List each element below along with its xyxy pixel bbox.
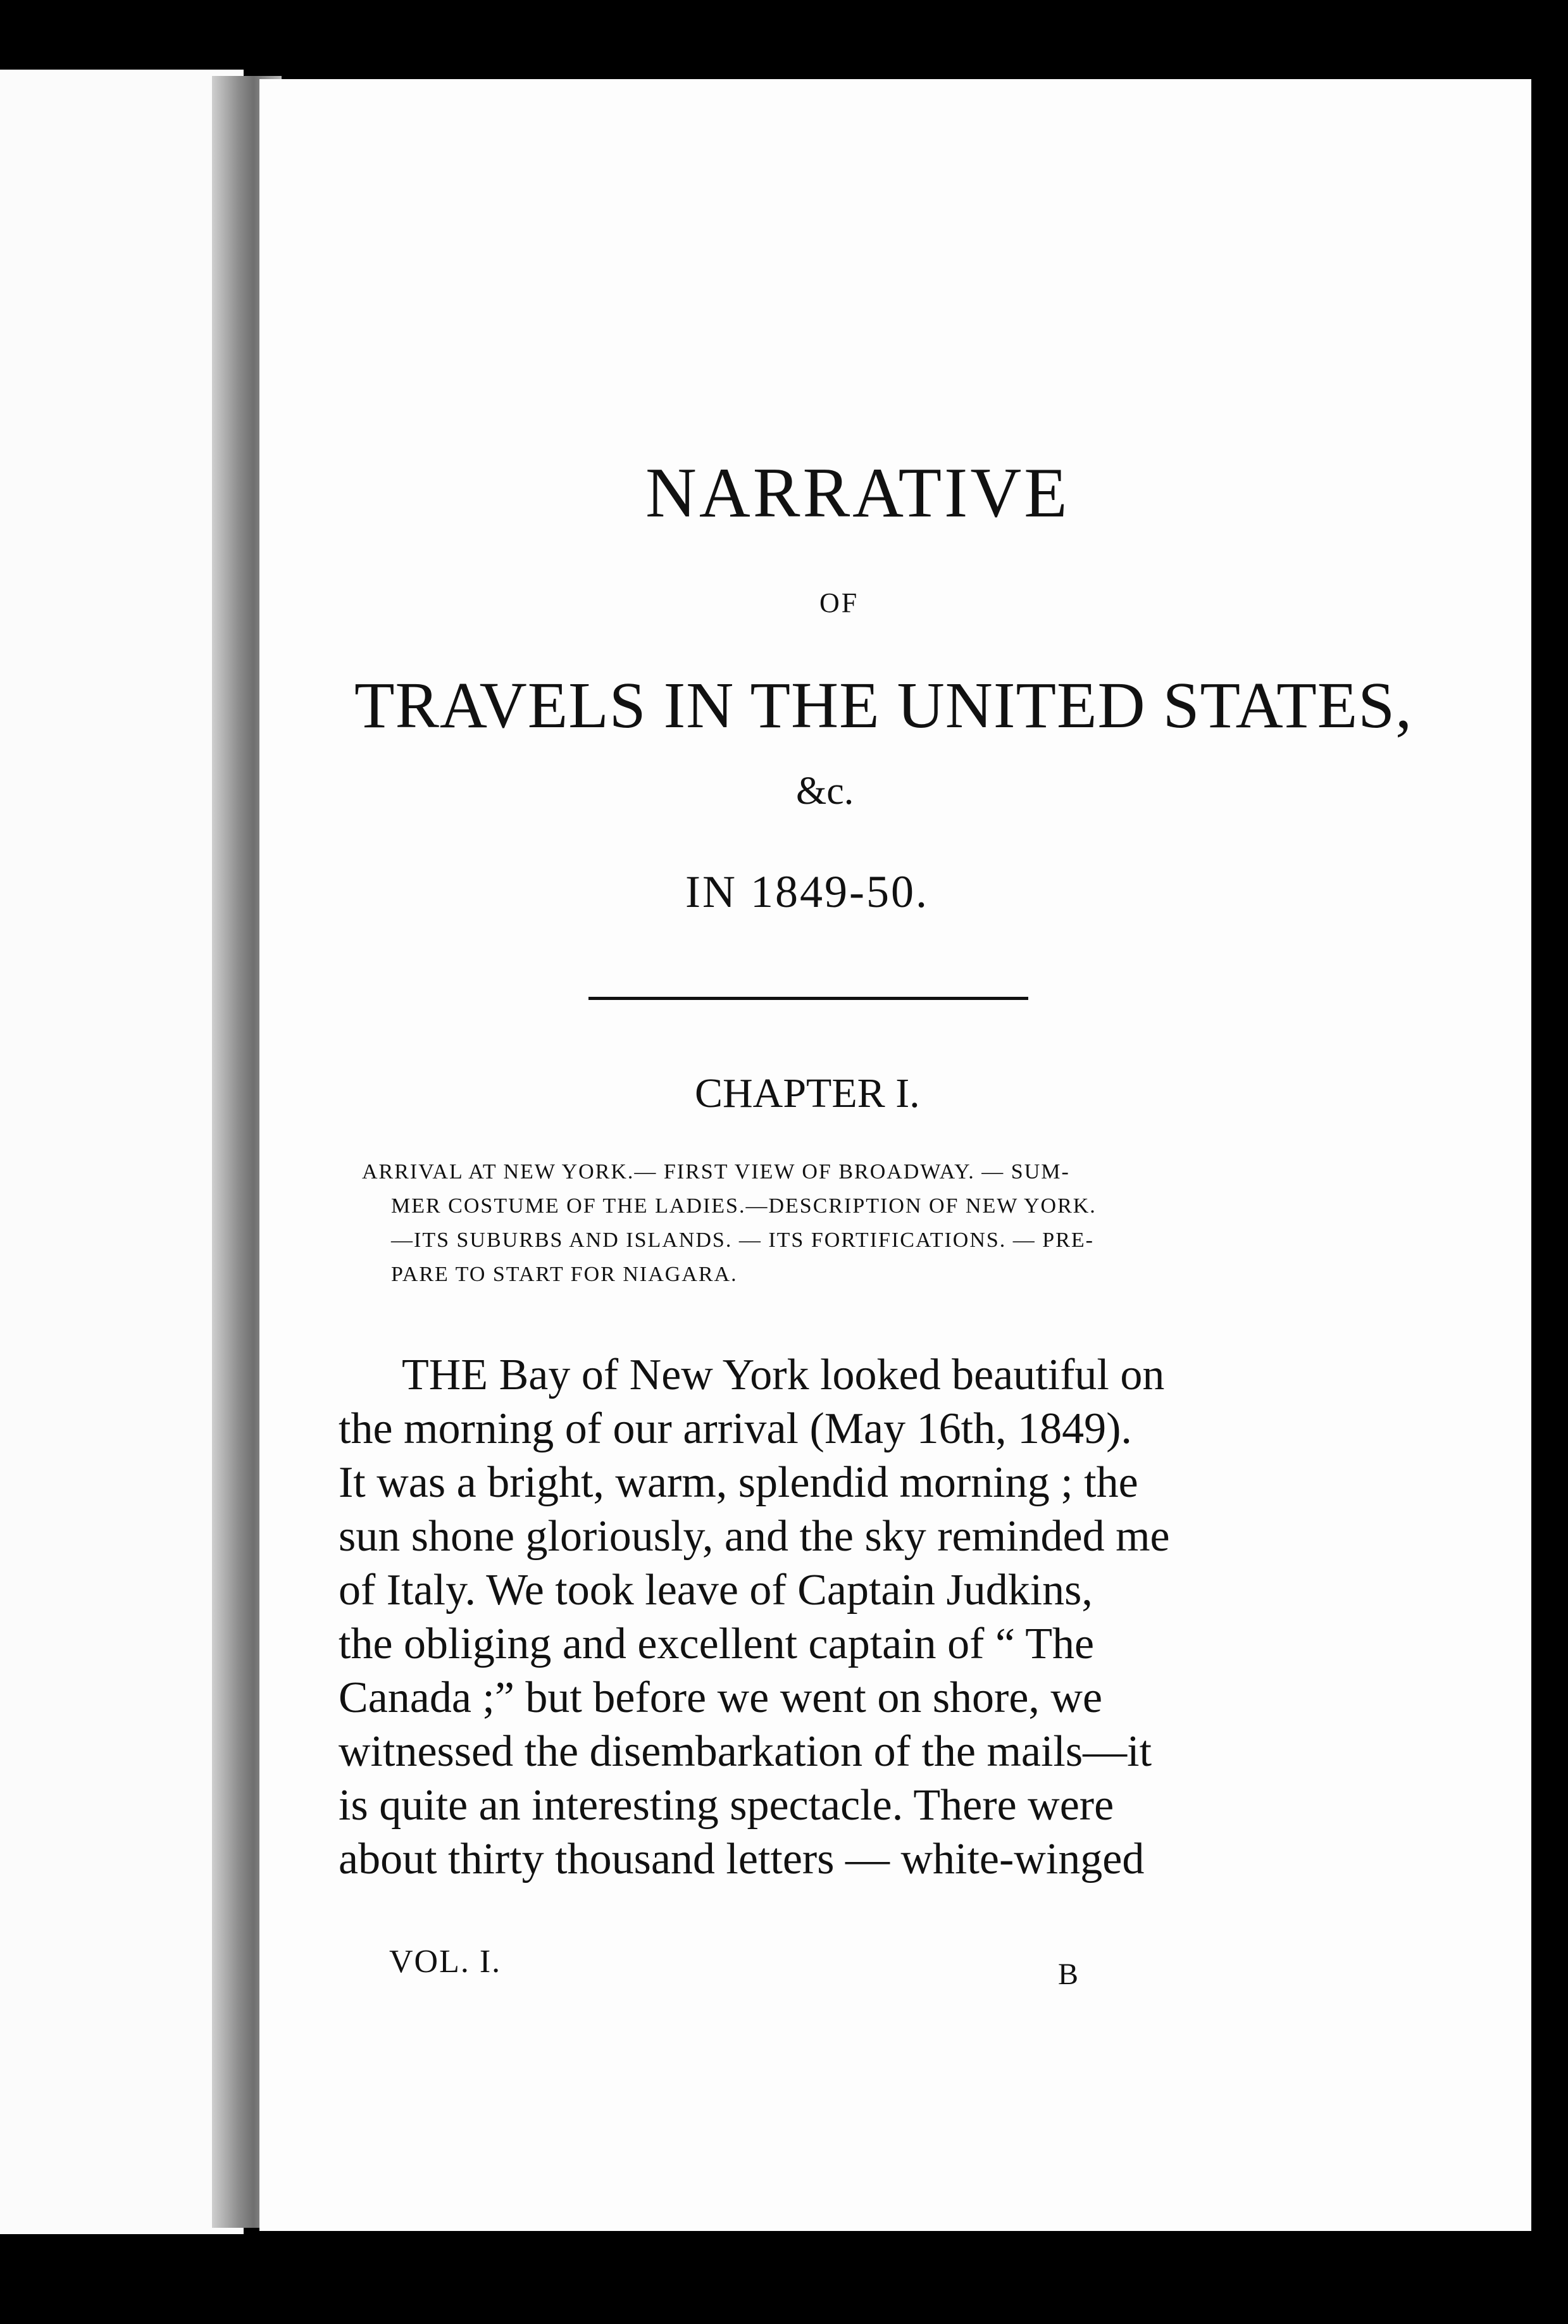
body-line: of Italy. We took leave of Captain Judkins, <box>339 1566 1093 1615</box>
page-title: NARRATIVE <box>645 454 1070 532</box>
summary-line: —ITS SUBURBS AND ISLANDS. — ITS FORTIFICATIONS. — PRE- <box>391 1228 1094 1252</box>
horizontal-rule <box>588 997 1028 1000</box>
body-line: the obliging and excellent captain of “ The <box>339 1620 1095 1668</box>
summary-line: MER COSTUME OF THE LADIES.—DESCRIPTION OF NEW YORK. <box>391 1194 1097 1218</box>
etcetera: &c. <box>796 770 854 813</box>
title-connector: OF <box>819 587 859 618</box>
body-line: the morning of our arrival (May 16th, 1849). <box>339 1404 1132 1453</box>
facing-page <box>0 70 244 2234</box>
chapter-heading: CHAPTER I. <box>695 1070 920 1116</box>
summary-line: ARRIVAL AT NEW YORK.— FIRST VIEW OF BROADWAY. — SUM- <box>362 1160 1070 1184</box>
year-line: IN 1849-50. <box>685 866 929 917</box>
body-line: It was a bright, warm, splendid morning ; the <box>339 1458 1138 1507</box>
body-paragraph <box>339 1348 1256 1886</box>
chapter-summary <box>362 1155 1260 1292</box>
page-subtitle: TRAVELS IN THE UNITED STATES, <box>354 669 1413 742</box>
body-line: is quite an interesting spectacle. There were <box>339 1781 1114 1830</box>
summary-line: PARE TO START FOR NIAGARA. <box>391 1263 738 1286</box>
body-line: about thirty thousand letters — white-winged <box>339 1835 1145 1884</box>
body-line: Canada ;” but before we went on shore, we <box>339 1673 1103 1722</box>
body-line: sun shone gloriously, and the sky reminded me <box>339 1512 1170 1561</box>
body-line: THE Bay of New York looked beautiful on <box>402 1351 1165 1399</box>
volume-marker: VOL. I. <box>389 1944 502 1980</box>
body-line: witnessed the disembarkation of the mails—it <box>339 1727 1152 1776</box>
signature-mark: B <box>1058 1958 1079 1991</box>
